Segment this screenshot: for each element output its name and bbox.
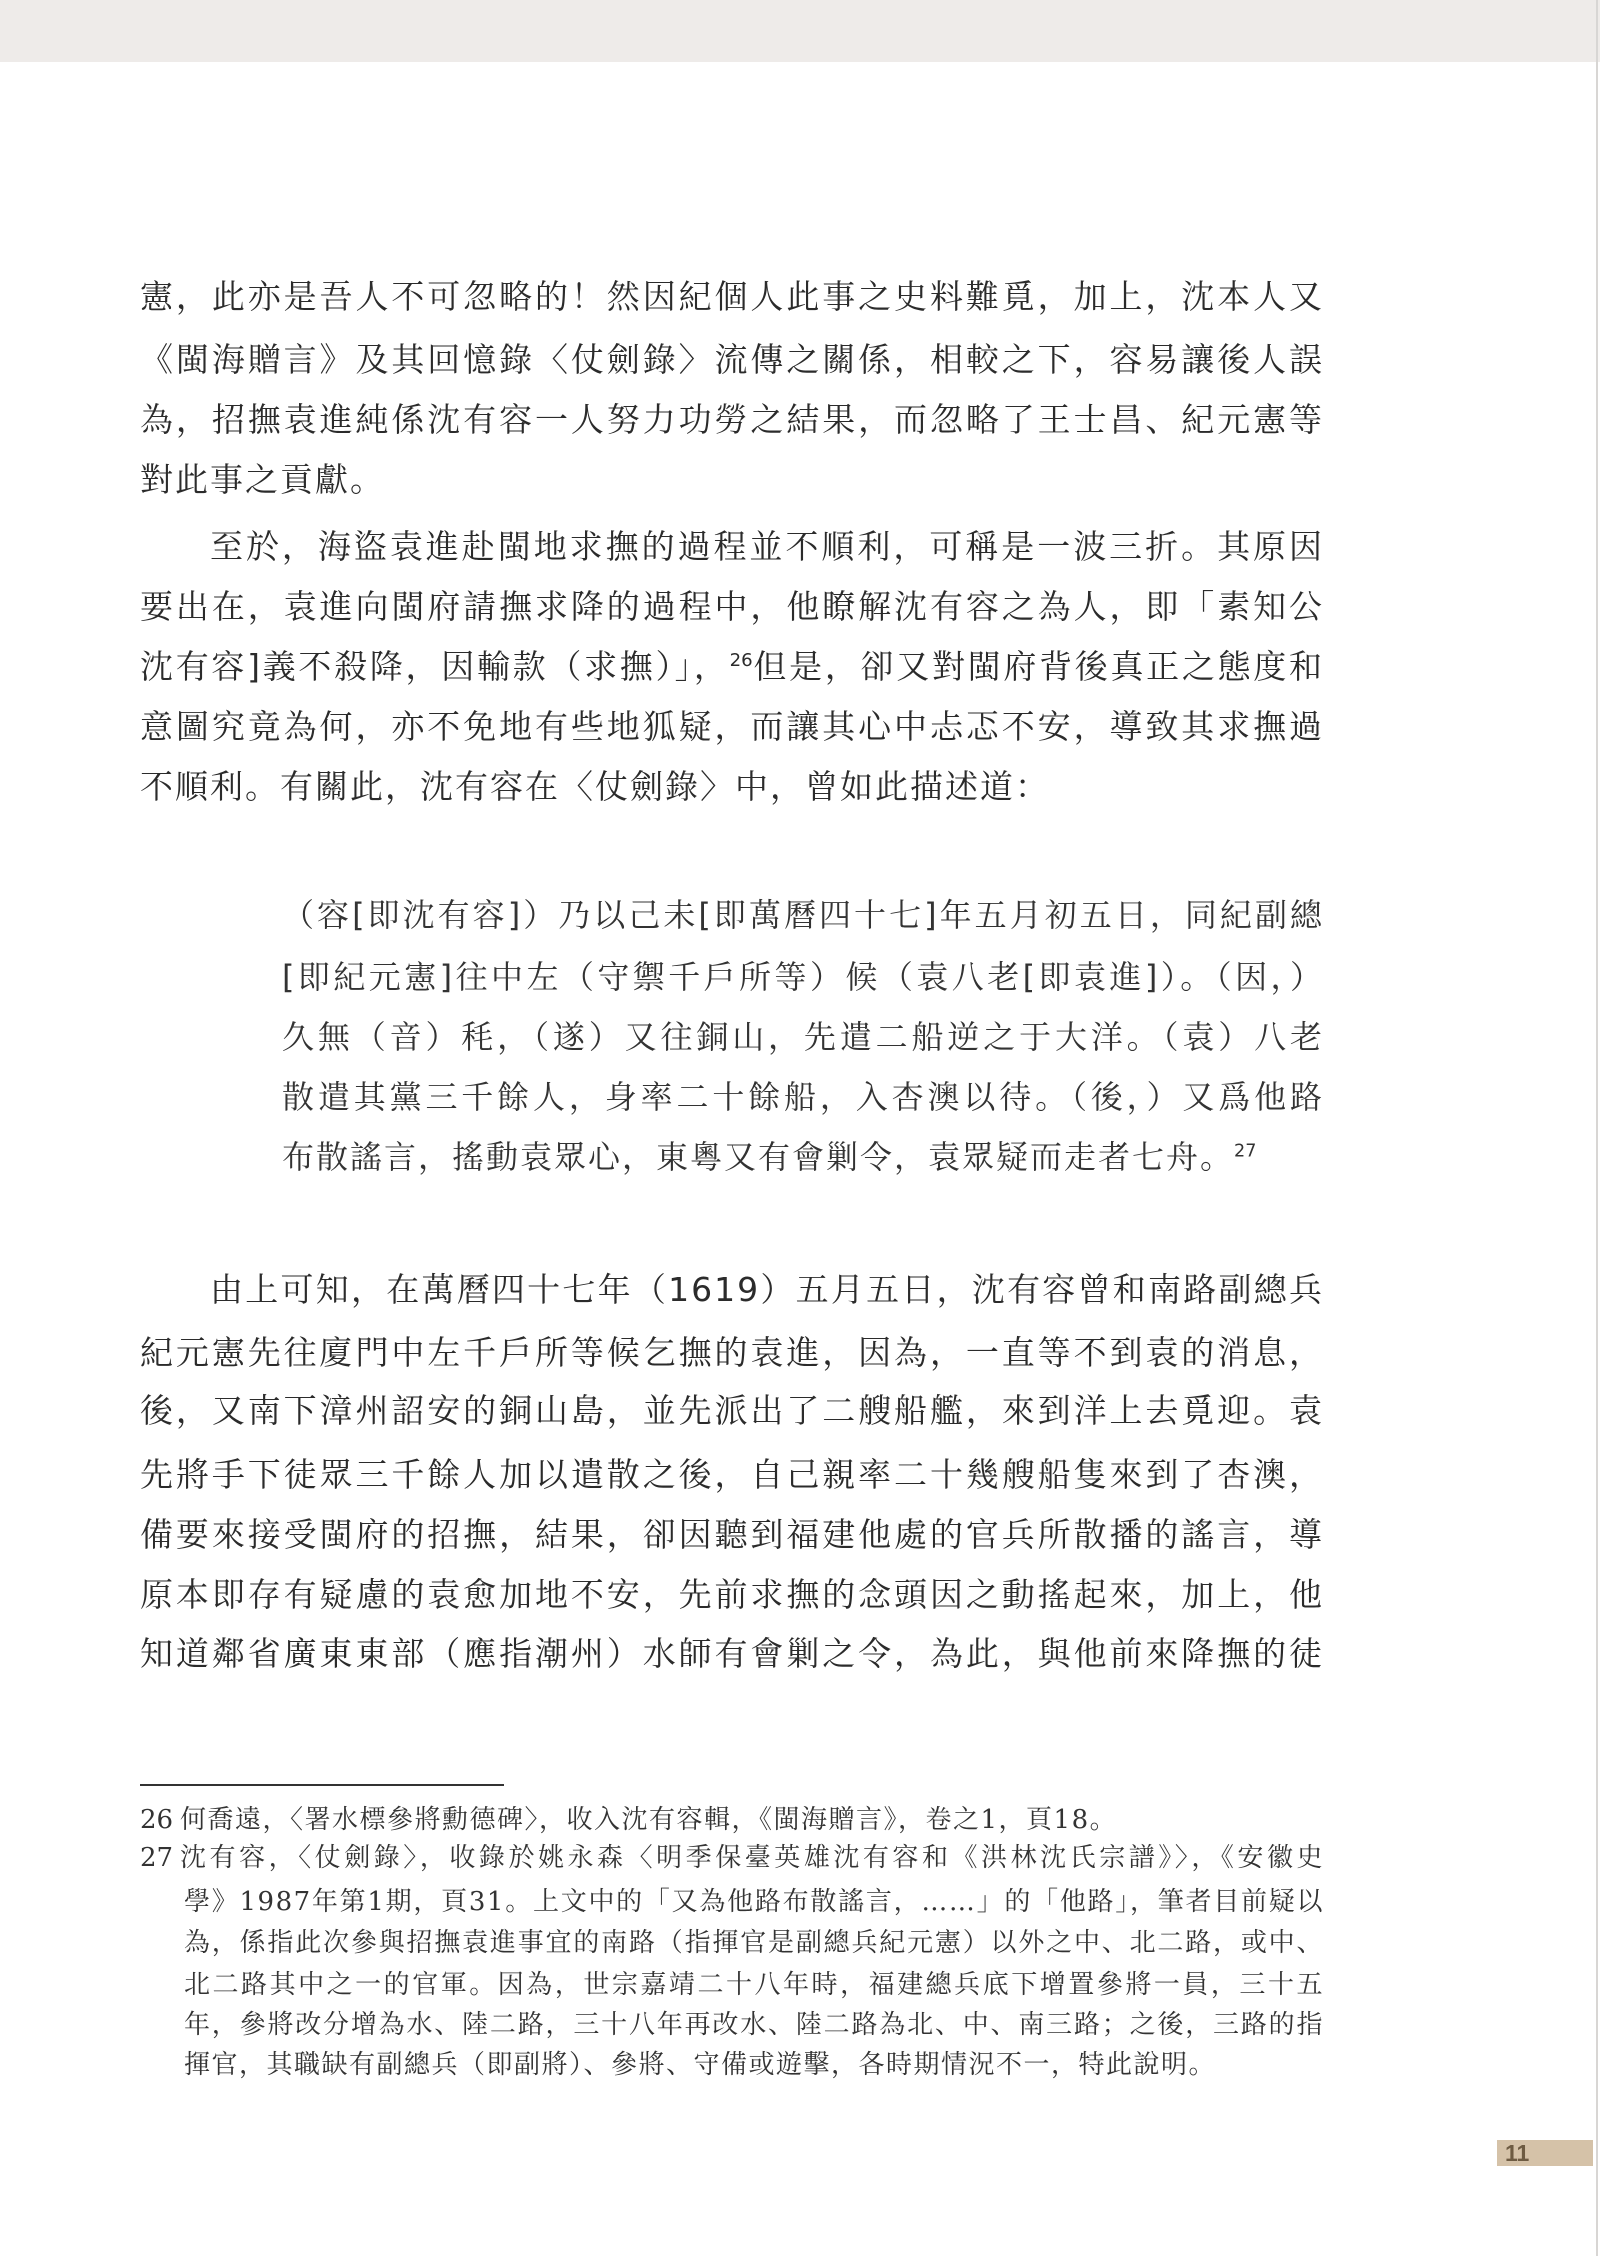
footnote-line: 何喬遠，〈署水標參將勳德碑〉，收入沈有容輯，《閩海贈言》，卷之1，頁18。 xyxy=(180,1805,1118,1835)
text-line: 不順利。有關此，沈有容在〈仗劍錄〉中，曾如此描述道： xyxy=(140,767,1050,806)
text-line: 原本即存有疑慮的袁愈加地不安，先前求撫的念頭因之動搖起來，加上，他 xyxy=(140,1575,1324,1614)
quote-line: 散遣其黨三千餘人，身率二十餘船，入杏澳以待。（後，）又爲他路 xyxy=(282,1078,1324,1116)
footnote-ref-26[interactable]: 26 xyxy=(729,650,753,671)
text-line: 備要來接受閩府的招撫，結果，卻因聽到福建他處的官兵所散播的謠言，導 xyxy=(140,1515,1324,1554)
footnote-number: 26 xyxy=(140,1805,174,1835)
text-line: 紀元憲先往廈門中左千戶所等候乞撫的袁進，因為，一直等不到袁的消息， xyxy=(140,1333,1324,1372)
text-line: 後，又南下漳州詔安的銅山島，並先派出了二艘船艦，來到洋上去覓迎。袁 xyxy=(140,1391,1324,1430)
footnote-line: 揮官，其職缺有副總兵（即副將）、參將、守備或遊擊，各時期情況不一，特此說明。 xyxy=(184,2050,1217,2080)
text-line: 至於，海盜袁進赴閩地求撫的過程並不順利，可稱是一波三折。其原因 xyxy=(210,527,1324,566)
text-line: 要出在，袁進向閩府請撫求降的過程中，他瞭解沈有容之為人，即「素知公 xyxy=(140,587,1324,626)
text-line: 對此事之貢獻。 xyxy=(140,460,385,499)
page-number-tab xyxy=(1497,2140,1593,2166)
footnote-line: 沈有容，〈仗劍錄〉，收錄於姚永森〈明季保臺英雄沈有容和《洪林沈氏宗譜》〉，《安徽史 xyxy=(180,1843,1324,1873)
footnote-ref-27[interactable]: 27 xyxy=(1234,1141,1257,1162)
page-number: 11 xyxy=(1505,2140,1530,2166)
text-line: 意圖究竟為何，亦不免地有些地狐疑，而讓其心中忐忑不安，導致其求撫過 xyxy=(140,707,1324,746)
text-line: 憲，此亦是吾人不可忽略的！然因紀個人此事之史料難覓，加上，沈本人又 xyxy=(140,277,1324,316)
text-line: 《閩海贈言》及其回憶錄〈仗劍錄〉流傳之關係，相較之下，容易讓後人誤 xyxy=(140,340,1324,379)
footnote-line: 年，參將改分增為水、陸二路，三十八年再改水、陸二路為北、中、南三路；之後，三路的指 xyxy=(184,2010,1324,2040)
text-line xyxy=(140,637,1324,697)
scan-top-band xyxy=(0,0,1600,62)
quote-line xyxy=(282,1127,1256,1187)
text-line: 先將手下徒眾三千餘人加以遣散之後，自己親率二十幾艘船隻來到了杏澳， xyxy=(140,1455,1324,1494)
scan-right-edge xyxy=(1596,0,1598,2256)
footnote-line: 北二路其中之一的官軍。因為，世宗嘉靖二十八年時，福建總兵底下增置參將一員，三十五 xyxy=(184,1970,1324,2000)
footnote-number: 27 xyxy=(140,1843,174,1873)
quote-line: 久無（音）秏，（遂）又往銅山，先遣二船逆之于大洋。（袁）八老 xyxy=(282,1018,1324,1056)
footnote-separator xyxy=(140,1784,504,1786)
text-line: 知道鄰省廣東東部（應指潮州）水師有會剿之令，為此，與他前來降撫的徒 xyxy=(140,1634,1324,1673)
text-segment: 布散謠言，搖動袁眾心，東粵又有會剿令，袁眾疑而走者七舟。 xyxy=(282,1138,1235,1176)
footnote-line: 學》1987年第1期，頁31。上文中的「又為他路布散謠言，……」的「他路」，筆者目前疑以 xyxy=(184,1887,1324,1917)
text-segment: 沈有容]義不殺降，因輸款（求撫）」， xyxy=(140,647,730,686)
quote-line: （容[即沈有容]）乃以己未[即萬曆四十七]年五月初五日，同紀副總 xyxy=(282,896,1324,934)
text-segment: 但是，卻又對閩府背後真正之態度和 xyxy=(752,647,1324,686)
footnote-line: 為，係指此次參與招撫袁進事宜的南路（指揮官是副總兵紀元憲）以外之中、北二路，或中、 xyxy=(184,1928,1324,1958)
quote-line: [即紀元憲]往中左（守禦千戶所等）候（袁八老[即袁進]）。（因，） xyxy=(282,958,1324,996)
text-line: 為，招撫袁進純係沈有容一人努力功勞之結果，而忽略了王士昌、紀元憲等 xyxy=(140,400,1324,439)
text-line: 由上可知，在萬曆四十七年（1619）五月五日，沈有容曾和南路副總兵 xyxy=(210,1270,1324,1309)
